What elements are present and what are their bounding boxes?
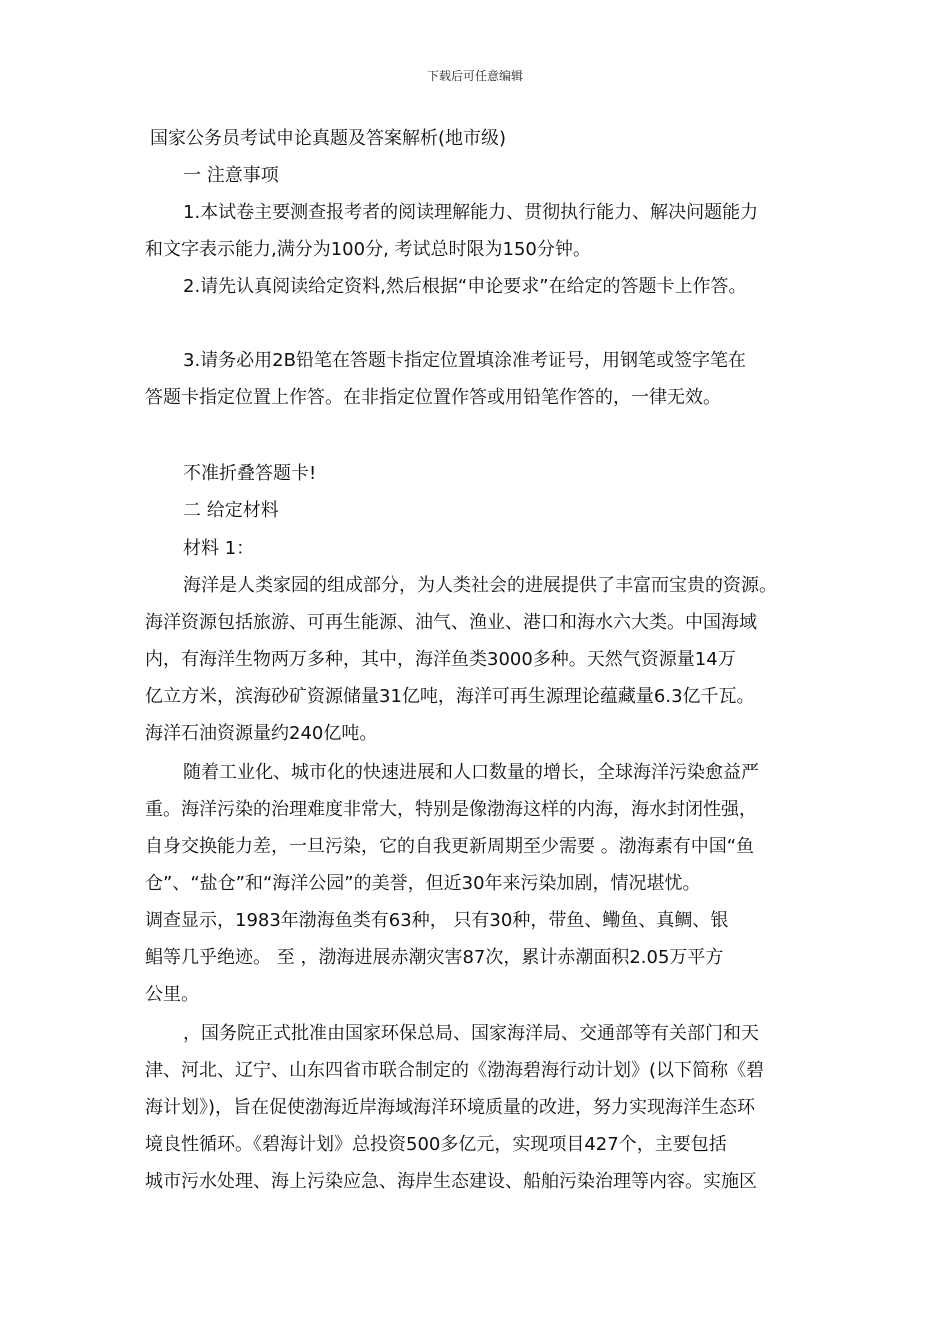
note-3-line-2: 答题卡指定位置上作答。在非指定位置作答或用铅笔作答的，一律无效。 [145,387,721,408]
paragraph-3-line: 境良性循环。《碧海计划》总投资500多亿元，实现项目427个，主要包括 [145,1134,727,1155]
note-2: 2.请先认真阅读给定资料,然后根据“申论要求”在给定的答题卡上作答。 [183,276,747,297]
paragraph-3-line: ，国务院正式批准由国家环保总局、国家海洋局、交通部等有关部门和天 [183,1023,759,1044]
paragraph-2-line: 鲳等几乎绝迹。 至 ，渤海进展赤潮灾害87次，累计赤潮面积2.05万平方 [145,947,724,968]
page-header: 下载后可任意编辑 [426,69,523,83]
document-title: 国家公务员考试申论真题及答案解析(地市级) [150,128,507,149]
paragraph-2-line: 公里。 [145,984,199,1005]
paragraph-2-line: 仓”、“盐仓”和“海洋公园”的美誉，但近30年来污染加剧，情况堪忧。 [145,873,701,894]
paragraph-3-line: 城市污水处理、海上污染应急、海岸生态建设、船舶污染治理等内容。实施区 [145,1171,757,1192]
paragraph-1-line: 海洋是人类家园的组成部分，为人类社会的进展提供了丰富而宝贵的资源。 [183,575,777,596]
paragraph-2-line: 调查显示，1983年渤海鱼类有63种， 只有30种，带鱼、鳓鱼、真鲷、银 [145,910,729,931]
paragraph-2-line: 随着工业化、城市化的快速进展和人口数量的增长，全球海洋污染愈益严 [183,762,759,783]
paragraph-1-line: 内，有海洋生物两万多种，其中，海洋鱼类3000多种。天然气资源量14万 [145,649,736,670]
note-3-line-1: 3.请务必用2B铅笔在答题卡指定位置填涂准考证号，用钢笔或签字笔在 [183,350,746,371]
paragraph-1-line: 海洋资源包括旅游、可再生能源、油气、渔业、港口和海水六大类。中国海域 [145,612,757,633]
note-1-line-2: 和文字表示能力,满分为100分, 考试总时限为150分钟。 [145,239,591,260]
paragraph-3-line: 津、河北、辽宁、山东四省市联合制定的《渤海碧海行动计划》(以下简称《碧 [145,1060,765,1081]
paragraph-1-line: 亿立方米，滨海砂矿资源储量31亿吨，海洋可再生源理论蕴藏量6.3亿千瓦。 [145,686,755,707]
paragraph-2-line: 自身交换能力差，一旦污染，它的自我更新周期至少需要 。渤海素有中国“鱼 [145,836,755,857]
note-4: 不准折叠答题卡! [183,463,317,484]
paragraph-3-line: 海计划》)，旨在促使渤海近岸海域海洋环境质量的改进，努力实现海洋生态环 [145,1097,756,1118]
section-heading-notes: 一 注意事项 [183,165,279,186]
section-heading-materials: 二 给定材料 [183,500,279,521]
material-1-label: 材料 1： [183,538,255,559]
note-1-line-1: 1.本试卷主要测查报考者的阅读理解能力、贯彻执行能力、解决问题能力 [183,202,759,223]
paragraph-2-line: 重。海洋污染的治理难度非常大，特别是像渤海这样的内海，海水封闭性强， [145,799,757,820]
paragraph-1-line: 海洋石油资源量约240亿吨。 [145,723,378,744]
